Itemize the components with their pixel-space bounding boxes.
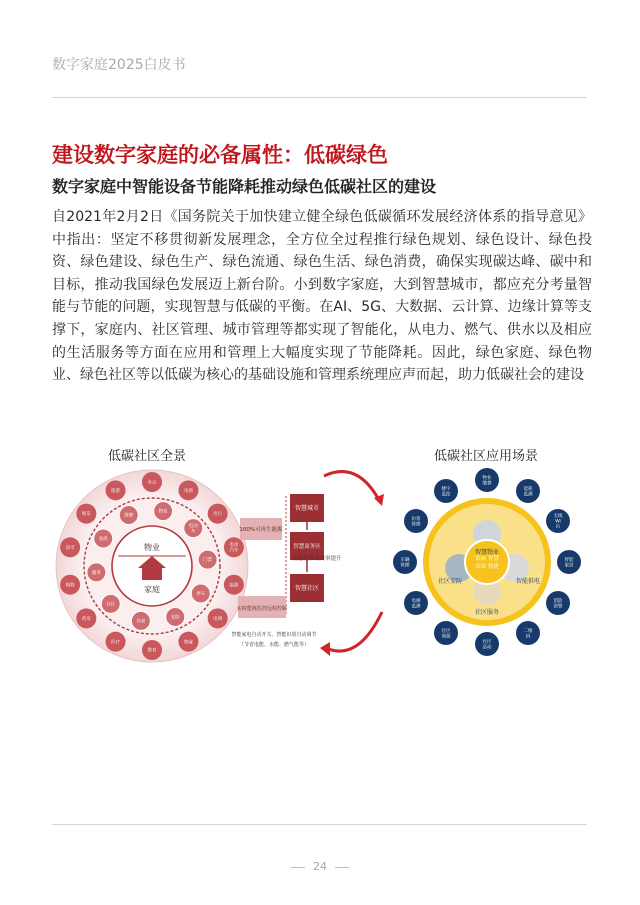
left-outer-node-label: 出行 <box>213 512 223 518</box>
right-outer-node-label: 物业 <box>482 475 492 481</box>
flow-box-smart-business-label: 智慧商务区 <box>293 544 321 550</box>
center-bottom-label: 家庭 <box>144 585 160 594</box>
right-outer-node-label: 无线 <box>553 514 563 520</box>
left-middle-node-label: 家政 <box>98 537 108 543</box>
arrow-bottom-head <box>320 642 330 656</box>
mid-label: 低能耗联动效率提升 <box>292 556 342 562</box>
right-diagram-title: 低碳社区应用场景 <box>434 449 539 464</box>
connector-arrows <box>318 462 390 662</box>
left-outer-node-label: 电动 <box>229 543 239 549</box>
left-middle-node-label: 养老 <box>136 619 146 625</box>
right-outer-node-label: 电梯 <box>411 598 421 604</box>
left-outer-node-label: 能源 <box>229 583 239 589</box>
right-outer-node-label: 管理 <box>400 563 410 569</box>
left-outer-node-label: 汽车 <box>229 548 239 554</box>
inner-label-property: 智慧物业 <box>474 549 500 556</box>
left-middle-node-label: 车 <box>191 529 196 535</box>
arrow-bottom-curve <box>326 612 382 651</box>
right-outer-node-label: 消防 <box>553 598 563 604</box>
footer-divider <box>52 824 587 825</box>
arrow-top-curve <box>324 472 380 502</box>
left-outer-node-label: 物流 <box>183 640 193 646</box>
flow-box-smart-city-label: 智慧城市 <box>294 505 320 512</box>
right-outer-node-label: 码 <box>525 634 531 640</box>
right-outer-node-label: 监控 <box>441 492 451 498</box>
center-top-label: 物业 <box>144 543 160 552</box>
pink-box-monitoring-label: 实时能耗监控远程控制 <box>236 606 288 612</box>
right-outer-node-label: Fi <box>556 525 560 531</box>
center-line-1: 低碳 智慧 <box>475 556 499 562</box>
left-middle-node-label: 物业 <box>158 509 168 515</box>
center-line-2: 高效 便捷 <box>475 564 499 570</box>
right-outer-node-label: 楼宇 <box>441 486 451 492</box>
left-outer-node-label: 电商 <box>183 488 193 494</box>
left-middle-node-label: 电动 <box>188 523 198 529</box>
left-middle-node-label: 门禁 <box>203 558 213 564</box>
page-dash-right <box>335 867 349 868</box>
low-carbon-community-scenarios-diagram <box>392 464 582 660</box>
left-diagram-title: 低碳社区全景 <box>108 449 187 464</box>
right-outer-node-label: 社区 <box>482 639 492 645</box>
inner-label-power: 智能供电 <box>515 578 541 585</box>
right-outer-node-label: 家居 <box>564 563 574 569</box>
left-middle-node-label: 安防 <box>170 615 180 621</box>
left-outer-node-label: 购物 <box>65 583 75 589</box>
page-dash-left <box>291 867 305 868</box>
right-outer-node-label: 监测 <box>411 604 421 610</box>
right-outer-node-label: 监测 <box>523 492 533 498</box>
left-outer-node-label: 药房 <box>81 616 91 622</box>
left-outer-node-label: 旅游 <box>111 488 121 494</box>
left-middle-node-label: 服务 <box>91 570 101 576</box>
inner-label-service: 社区服务 <box>474 609 500 616</box>
running-header: 数字家庭2025白皮书 <box>52 57 186 73</box>
right-outer-node-label: 访客 <box>411 516 421 522</box>
body-paragraph: 自2021年2月2日《国务院关于加快建立健全绿色低碳循环发展经济体系的指导意见》中指出：坚定不移贯彻新发展理念，全方位全过程推行绿色规划、绿色设计、绿色投资、绿色建设、绿色生产、绿色流通、绿色生活、绿色消费，确保实现碳达峰、碳中和目标，推动我国绿色发展迈上新台阶。小到数字家庭，大到智慧城市，都应充分考量智能与节能的问题，实现智慧与低碳的平衡。在AI、5G、大数据、云计算、边缘计算等支撑下，家庭内、社区管理、城市管理等都实现了智能化，从电力、燃气、供水以及相应的生活服务等方面在应用和管理上大幅度实现了节能降耗。因此，绿色家庭、绿色物业、绿色社区等以低碳为核心的基础设施和管理系统理应声而起，助力低碳社会的建设 <box>52 209 592 384</box>
right-outer-node-label: 智能 <box>564 557 574 563</box>
right-outer-node-label: 二维 <box>523 628 533 634</box>
left-outer-node-label: 电网 <box>213 616 223 622</box>
right-outer-node-label: 车辆 <box>400 557 410 563</box>
left-outer-node-label: 超市 <box>65 545 75 551</box>
bottom-note-2: （节省电能、水能、燃气能等） <box>238 642 310 648</box>
right-outer-node-label: 缴费 <box>482 481 492 487</box>
left-outer-node-label: 办公 <box>147 480 157 486</box>
bottom-note-1: 智能家电自动开关、智能识别自动调节 <box>231 632 317 638</box>
right-outer-node-label: 管理 <box>411 522 421 528</box>
section-subtitle: 数字家庭中智能设备节能降耗推动绿色低碳社区的建设 <box>52 177 437 196</box>
left-middle-node-label: 社区 <box>106 602 116 608</box>
flow-box-smart-community-label: 智慧社区 <box>294 585 320 592</box>
right-outer-node-label: 活动 <box>482 645 492 651</box>
header-divider <box>52 97 587 98</box>
right-outer-node-label: Wi <box>555 519 561 525</box>
page-number <box>0 860 640 873</box>
page-number-value: 24 <box>313 860 327 873</box>
section-title: 建设数字家庭的必备属性：低碳绿色 <box>52 143 388 167</box>
center-circle <box>465 540 509 584</box>
right-outer-node-label: 预警 <box>553 604 563 610</box>
left-middle-node-label: 停车 <box>196 592 206 598</box>
left-outer-node-label: 医疗 <box>111 640 121 646</box>
left-middle-node-label: 维修 <box>124 513 134 519</box>
right-outer-node-label: 社区 <box>441 628 451 634</box>
right-outer-node-label: 商超 <box>441 634 451 640</box>
right-outer-node-label: 能耗 <box>523 486 533 492</box>
pink-box-renewable-label: 100%可再生能源 <box>239 527 283 533</box>
left-outer-node-label: 娱乐 <box>81 512 91 518</box>
inner-label-security: 社区安防 <box>437 578 463 585</box>
left-outer-node-label: 教育 <box>147 648 157 654</box>
